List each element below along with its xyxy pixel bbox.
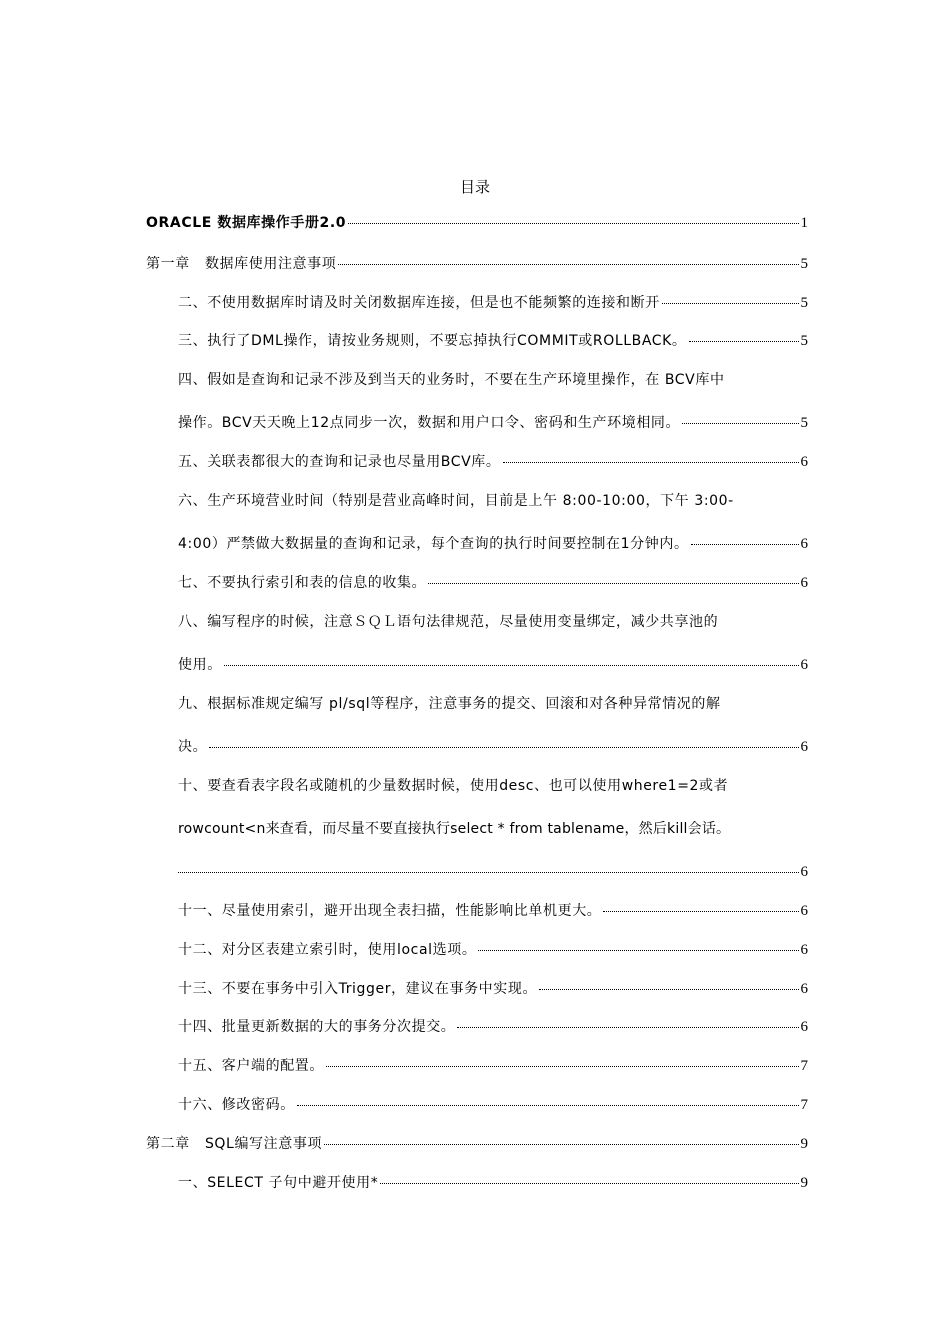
toc-entry-page: 6 bbox=[800, 903, 808, 919]
dot-leader bbox=[539, 989, 798, 990]
toc-entry[interactable] bbox=[178, 862, 808, 882]
toc-entry[interactable] bbox=[178, 331, 808, 351]
toc-entry[interactable] bbox=[178, 1017, 808, 1037]
toc-entry-page: 6 bbox=[800, 657, 808, 673]
toc-entry-page: 5 bbox=[800, 333, 808, 349]
toc-entry[interactable] bbox=[178, 534, 808, 554]
dot-leader bbox=[224, 665, 799, 666]
toc-entry-text: 使用。 bbox=[178, 657, 222, 673]
toc-entry-text: 操作。BCV天天晚上12点同步一次，数据和用户口令、密码和生产环境相同。 bbox=[178, 415, 681, 431]
dot-leader bbox=[478, 950, 798, 951]
dot-leader bbox=[209, 747, 798, 748]
toc-entry-page: 6 bbox=[800, 1019, 808, 1035]
toc-entry-text-line2[interactable]: rowcount<n来查看，而尽量不要直接执行select * from tablename，然后kill会话。 bbox=[178, 821, 731, 837]
toc-entry-page: 5 bbox=[800, 295, 808, 311]
toc-entry-page: 6 bbox=[800, 981, 808, 997]
dot-leader bbox=[682, 423, 798, 424]
toc-entry[interactable] bbox=[146, 213, 808, 233]
toc-entry[interactable] bbox=[178, 655, 808, 675]
toc-entry[interactable] bbox=[178, 452, 808, 472]
toc-entry[interactable] bbox=[178, 573, 808, 593]
toc-entry[interactable] bbox=[146, 1134, 808, 1154]
toc-entry-page: 6 bbox=[800, 864, 808, 880]
dot-leader bbox=[662, 303, 799, 304]
toc-entry-text: 五、关联表都很大的查询和记录也尽量用BCV库。 bbox=[178, 454, 501, 470]
toc-title: 目录 bbox=[459, 178, 490, 196]
toc-entry-page: 6 bbox=[800, 942, 808, 958]
dot-leader bbox=[178, 872, 799, 873]
dot-leader bbox=[428, 583, 798, 584]
dot-leader bbox=[603, 911, 798, 912]
toc-entry[interactable] bbox=[178, 413, 808, 433]
toc-entry[interactable] bbox=[178, 1095, 808, 1115]
toc-entry-page: 5 bbox=[800, 415, 808, 431]
toc-entry[interactable] bbox=[146, 254, 808, 274]
toc-entry-text: 三、执行了DML操作，请按业务规则，不要忘掉执行COMMIT或ROLLBACK。 bbox=[178, 333, 687, 349]
dot-leader bbox=[691, 544, 799, 545]
dot-leader bbox=[324, 1144, 798, 1145]
toc-entry-text-line1[interactable]: 四、假如是查询和记录不涉及到当天的业务时，不要在生产环境里操作，在 BCV库中 bbox=[178, 372, 725, 388]
toc-entry-page: 6 bbox=[800, 575, 808, 591]
dot-leader bbox=[348, 223, 798, 224]
toc-entry-page: 6 bbox=[800, 739, 808, 755]
dot-leader bbox=[338, 264, 798, 265]
toc-entry-page: 7 bbox=[800, 1097, 808, 1113]
toc-entry-page: 9 bbox=[800, 1175, 808, 1191]
toc-entry[interactable] bbox=[178, 737, 808, 757]
toc-entry-text: ORACLE 数据库操作手册2.0 bbox=[146, 215, 347, 231]
toc-entry[interactable] bbox=[178, 940, 808, 960]
toc-entry-text: 二、不使用数据库时请及时关闭数据库连接，但是也不能频繁的连接和断开 bbox=[178, 295, 660, 311]
toc-entry-text: 十三、不要在事务中引入Trigger，建议在事务中实现。 bbox=[178, 981, 538, 997]
toc-entry-text: 十六、修改密码。 bbox=[178, 1097, 295, 1113]
toc-entry-text: 十五、客户端的配置。 bbox=[178, 1058, 324, 1074]
toc-entry[interactable] bbox=[178, 1173, 808, 1193]
toc-entry-text-line1[interactable]: 六、生产环境营业时间（特别是营业高峰时间，目前是上午 8:00-10:00，下午 3:00- bbox=[178, 493, 734, 509]
toc-entry-text-line1[interactable]: 十、要查看表字段名或随机的少量数据时候，使用desc、也可以使用where1=2或者 bbox=[178, 778, 729, 794]
toc-entry-text: 决。 bbox=[178, 739, 208, 755]
toc-entry-text-line1[interactable]: 九、根据标准规定编写 pl/sql等程序，注意事务的提交、回滚和对各种异常情况的解 bbox=[178, 696, 721, 712]
dot-leader bbox=[457, 1027, 798, 1028]
toc-entry-text-line1[interactable]: 八、编写程序的时候，注意ＳＱＬ语句法律规范，尽量使用变量绑定，减少共享池的 bbox=[178, 614, 719, 630]
toc-entry-text: 4:00）严禁做大数据量的查询和记录，每个查询的执行时间要控制在1分钟内。 bbox=[178, 536, 689, 552]
toc-entry-page: 9 bbox=[800, 1136, 808, 1152]
toc-entry[interactable] bbox=[178, 1056, 808, 1076]
toc-entry-text: 第一章 数据库使用注意事项 bbox=[146, 256, 337, 272]
toc-entry[interactable] bbox=[178, 293, 808, 313]
toc-entry-text: 一、SELECT 子句中避开使用* bbox=[178, 1175, 379, 1191]
toc-entry-page: 7 bbox=[800, 1058, 808, 1074]
toc-entry-page: 1 bbox=[800, 215, 808, 231]
dot-leader bbox=[297, 1105, 799, 1106]
toc-entry-text: 十二、对分区表建立索引时，使用local选项。 bbox=[178, 942, 477, 958]
toc-entry-text: 第二章 SQL编写注意事项 bbox=[146, 1136, 323, 1152]
toc-entry-text: 十一、尽量使用索引，避开出现全表扫描，性能影响比单机更大。 bbox=[178, 903, 602, 919]
toc-entry[interactable] bbox=[178, 901, 808, 921]
toc-entry-text: 七、不要执行索引和表的信息的收集。 bbox=[178, 575, 427, 591]
toc-entry[interactable] bbox=[178, 979, 808, 999]
dot-leader bbox=[326, 1066, 799, 1067]
toc-entry-text: 十四、批量更新数据的大的事务分次提交。 bbox=[178, 1019, 456, 1035]
dot-leader bbox=[689, 341, 799, 342]
dot-leader bbox=[503, 462, 799, 463]
toc-entry-page: 5 bbox=[800, 256, 808, 272]
dot-leader bbox=[380, 1183, 798, 1184]
toc-entry-page: 6 bbox=[800, 454, 808, 470]
toc-entry-page: 6 bbox=[800, 536, 808, 552]
